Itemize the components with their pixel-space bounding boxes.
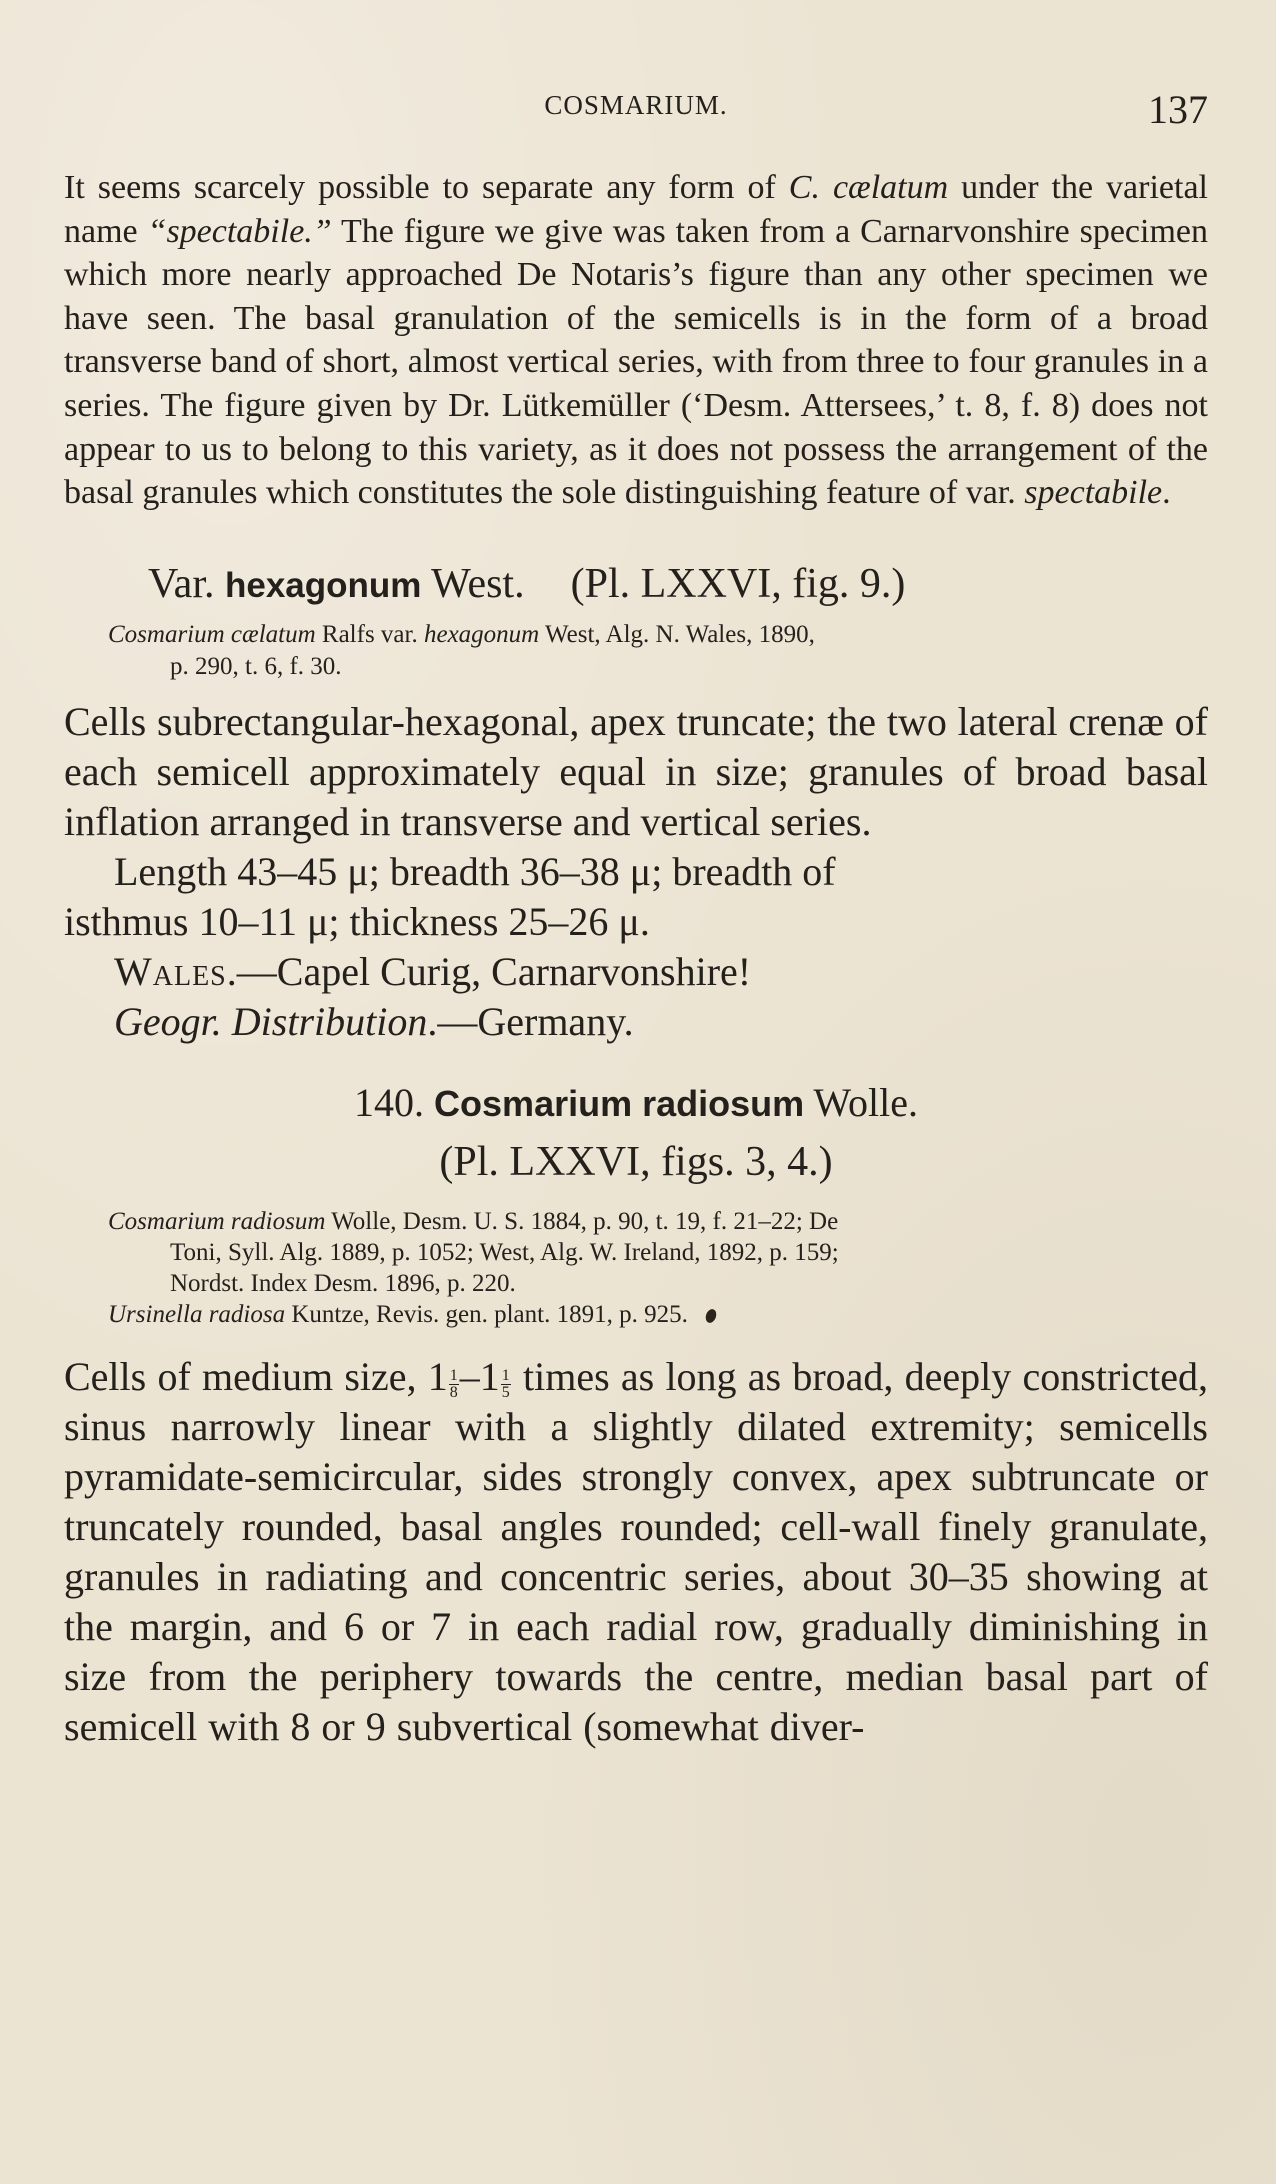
running-title: COSMARIUM.	[544, 90, 728, 120]
species-synonym-italic-4: Ursinella radiosa	[108, 1300, 286, 1328]
species-synonym-line-4	[108, 1299, 1208, 1330]
intro-paragraph	[64, 166, 1208, 515]
variety-description: Cells subrectangular-hexagonal, apex truncate; the two lateral crenæ of each semicell approximately equal in size; granules of broad basal inflation arranged in transverse and vertical series.	[64, 698, 1208, 844]
variety-heading	[148, 557, 1208, 613]
species-name: Cosmarium radiosum	[434, 1082, 805, 1124]
ink-mark-icon	[704, 1308, 718, 1325]
species-description-after: times as long as broad, deeply constricted, sinus narrowly linear with a slightly dilated extremity; semicells pyramidate-semicircular, sides strongly convex, apex subtruncate or truncately rounded, basal angles rounded; cell-wall finely granulate, granules in radiating and concentric series, about 30–35 showing at the margin, and 6 or 7 in each radial row, gradually diminishing in size from the periphery towards the centre, median basal part of semicell with 8 or 9 subvertical (somewhat diver-	[64, 1353, 1208, 1749]
variety-name: hexagonum	[225, 565, 422, 605]
page-number: 137	[1148, 87, 1208, 132]
variety-plate-ref: (Pl. LXXVI, fig. 9.)	[570, 560, 906, 607]
species-description-between: –1	[459, 1353, 500, 1399]
fraction-2-num: 1	[501, 1366, 510, 1384]
intro-italic-3: spectabile	[1024, 474, 1163, 512]
species-author: Wolle.	[813, 1079, 918, 1125]
intro-text-1: It seems scarcely possible to separate any form of	[64, 169, 789, 206]
variety-synonym-italic-2: hexagonum	[423, 620, 540, 648]
species-description-before: Cells of medium size, 1	[64, 1353, 448, 1399]
intro-text-3: The figure we give was taken from a Carnarvonshire specimen which more nearly approached De Notaris’s figure than any other specimen we have seen. The basal granulation of the semicells is in the form of a broad transverse band of short, almost vertical series, with from three to four granules in a series. The figure given by Dr. Lütkemüller (‘Desm. Attersees,’ t. 8, f. 8) does not appear to us to belong to this variety, as it does not possess the arrangement of the basal granules which constitutes the sole distinguishing feature of var.	[64, 212, 1208, 512]
intro-italic-2: “spectabile.”	[147, 212, 332, 250]
measurements-line-1: Length 43–45 μ; breadth 36–38 μ; breadth of	[114, 848, 836, 894]
locality-line	[114, 947, 1208, 997]
measurements-line-2: isthmus 10–11 μ; thickness 25–26 μ.	[64, 898, 650, 944]
locality-label: Wales	[114, 948, 227, 994]
species-synonym-line-1	[108, 1206, 1208, 1237]
variety-synonym-text-1: Ralfs var.	[315, 620, 424, 648]
fraction-one-fifth	[501, 1368, 511, 1401]
intro-italic-1: C. cælatum	[788, 169, 949, 206]
species-plate-ref: (Pl. LXXVI, figs. 3, 4.)	[439, 1138, 833, 1185]
species-description	[64, 1352, 1208, 1752]
species-synonym-line-3: Nordst. Index Desm. 1896, p. 220.	[170, 1269, 516, 1297]
intro-text-2: under the varietal name	[64, 169, 1208, 250]
variety-prefix: Var.	[148, 560, 225, 607]
fraction-1-num: 1	[449, 1366, 458, 1384]
species-heading	[64, 1075, 1208, 1132]
variety-synonym-text-2: West, Alg. N. Wales, 1890,	[539, 620, 815, 648]
species-synonyms	[108, 1206, 1208, 1330]
species-number: 140.	[354, 1079, 425, 1125]
species-synonym-text-4: Kuntze, Revis. gen. plant. 1891, p. 925.	[285, 1300, 688, 1328]
variety-synonym-italic-1: Cosmarium cælatum	[108, 620, 316, 648]
species-synonym-line-2: Toni, Syll. Alg. 1889, p. 1052; West, Alg. W. Ireland, 1892, p. 159;	[170, 1238, 839, 1266]
distribution-label: Geogr. Distribution	[114, 998, 428, 1044]
species-synonym-text-1: Wolle, Desm. U. S. 1884, p. 90, t. 19, f. 21–22; De	[325, 1207, 839, 1235]
running-header	[64, 86, 1208, 138]
fraction-2-den: 5	[501, 1383, 510, 1401]
locality-text: .—Capel Curig, Carnarvonshire!	[226, 948, 752, 994]
species-synonym-italic-1: Cosmarium radiosum	[108, 1207, 326, 1235]
fraction-one-eighth	[449, 1368, 459, 1401]
variety-synonym-line-1	[108, 619, 1208, 651]
variety-synonym	[108, 619, 1208, 683]
variety-measurements	[64, 847, 1208, 1047]
distribution-text: .—Germany.	[427, 998, 634, 1044]
fraction-1-den: 8	[449, 1383, 458, 1401]
distribution-line	[114, 997, 1208, 1047]
variety-author: West.	[421, 560, 525, 607]
intro-end: .	[1162, 474, 1171, 512]
variety-synonym-line-2: p. 290, t. 6, f. 30.	[170, 652, 342, 680]
